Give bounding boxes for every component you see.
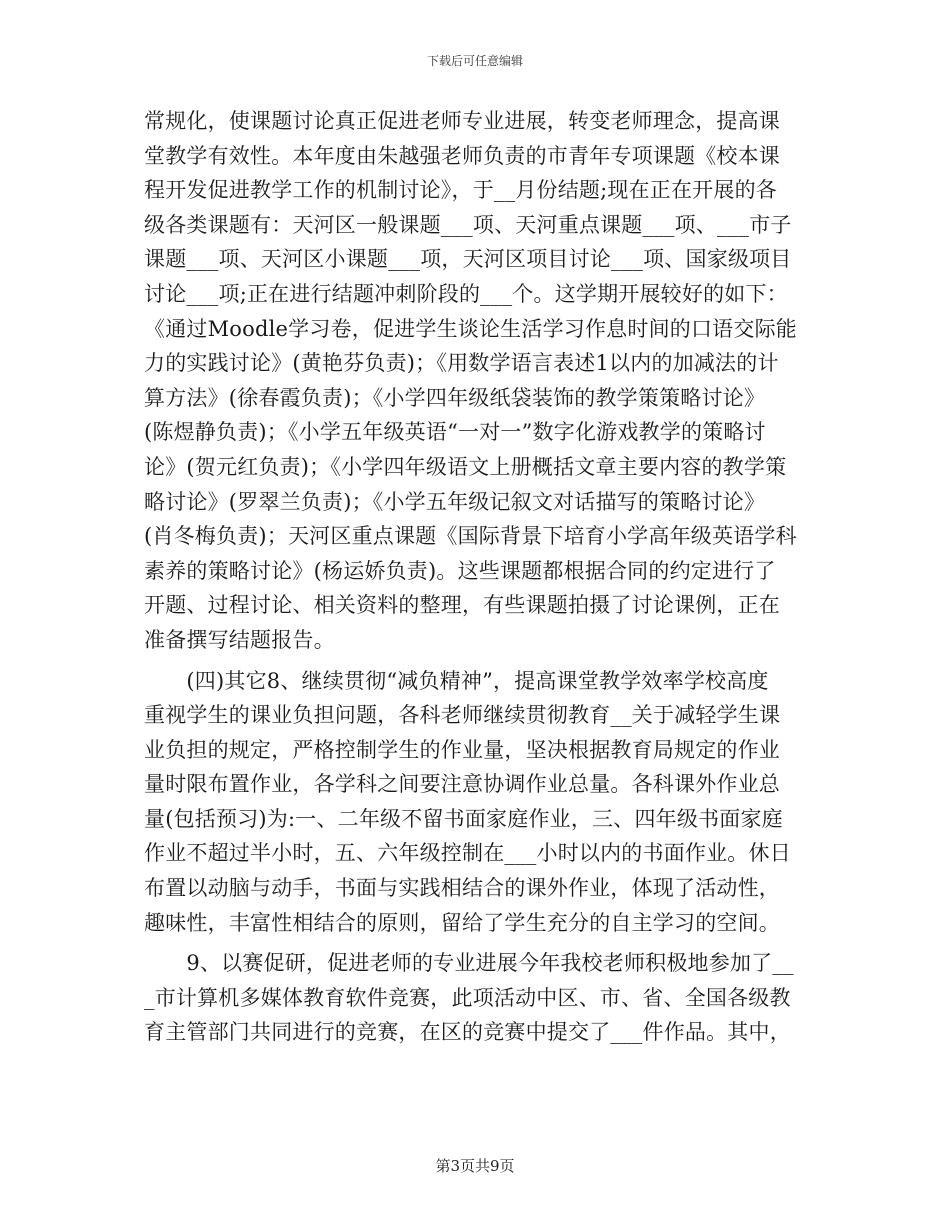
- text-line-13: (肖冬梅负责)；天河区重点课题《国际背景下培育小学高年级英语学科: [144, 524, 797, 549]
- page-number-footer: 第3页共9页: [435, 1157, 515, 1175]
- text-line-24: 趣味性，丰富性相结合的原则，留给了学生充分的自主学习的空间。: [144, 910, 780, 935]
- text-line-19: 业负担的规定，严格控制学生的作业量，坚决根据教育局规定的作业: [144, 737, 780, 762]
- text-line-23: 布置以动脑与动手，书面与实践相结合的课外作业，体现了活动性，: [144, 876, 780, 901]
- text-line-6: 讨论___项;正在进行结题冲刺阶段的___个。这学期开展较好的如下：: [144, 281, 788, 306]
- document-body: [144, 104, 816, 1050]
- text-line-22: 作业不超过半小时，五、六年级控制在___小时以内的书面作业。休日: [144, 841, 791, 866]
- paragraph-9-line-1: 9、以赛促研，促进老师的专业进展今年我校老师积极地参加了__: [144, 951, 794, 976]
- text-line-9: 算方法》(徐春霞负责)；《小学四年级纸袋装饰的教学策策略讨论》: [144, 385, 766, 410]
- paragraph-4-line-1: (四)其它8、继续贯彻“减负精神”，提高课堂教学效率学校高度: [144, 668, 769, 693]
- text-line-15: 开题、过程讨论、相关资料的整理，有些课题拍摄了讨论课例，正在: [144, 593, 780, 618]
- text-line-3: 程开发促进教学工作的机制讨论》，于__月份结题;现在正在开展的各: [144, 178, 777, 203]
- text-line-8: 力的实践讨论》(黄艳芬负责)；《用数学语言表述1以内的加减法的计: [144, 351, 779, 376]
- text-line-1: 常规化，使课题讨论真正促进老师专业进展，转变老师理念，提高课: [144, 109, 780, 133]
- text-line-2: 堂教学有效性。本年度由朱越强老师负责的市青年专项课题《校本课: [144, 143, 780, 168]
- text-line-14: 素养的策略讨论》(杨运娇负责)。这些课题都根据合同的约定进行了: [144, 558, 776, 583]
- text-line-10: (陈煜静负责)；《小学五年级英语“一对一”数字化游戏教学的策略讨: [144, 420, 766, 445]
- text-line-21: 量(包括预习)为:一、二年级不留书面家庭作业，三、四年级书面家庭: [144, 806, 783, 831]
- text-line-26: _市计算机多媒体教育软件竞赛，此项活动中区、市、省、全国各级教: [144, 985, 791, 1010]
- text-line-5: 课题___项、天河区小课题___项，天河区项目讨论___项、国家级项目: [144, 247, 792, 272]
- text-line-12: 略讨论》(罗翠兰负责)；《小学五年级记叙文对话描写的策略讨论》: [144, 489, 766, 514]
- text-line-4: 级各类课题有：天河区一般课题___项、天河重点课题___项、___市子: [144, 212, 792, 237]
- text-line-11: 论》(贺元红负责)；《小学四年级语文上册概括文章主要内容的教学策: [144, 454, 787, 479]
- text-line-20: 量时限布置作业，各学科之间要注意协调作业总量。各科课外作业总: [144, 772, 780, 797]
- page-header-note: 下载后可任意编辑: [426, 54, 523, 68]
- text-line-18: 重视学生的课业负担问题，各科老师继续贯彻教育__关于减轻学生课: [144, 703, 781, 728]
- text-line-7: 《通过Moodle学习卷，促进学生谈论生活学习作息时间的口语交际能: [144, 316, 797, 341]
- text-line-27: 育主管部门共同进行的竞赛，在区的竞赛中提交了___件作品。其中，: [144, 1020, 791, 1045]
- text-line-16: 准备撰写结题报告。: [144, 627, 335, 652]
